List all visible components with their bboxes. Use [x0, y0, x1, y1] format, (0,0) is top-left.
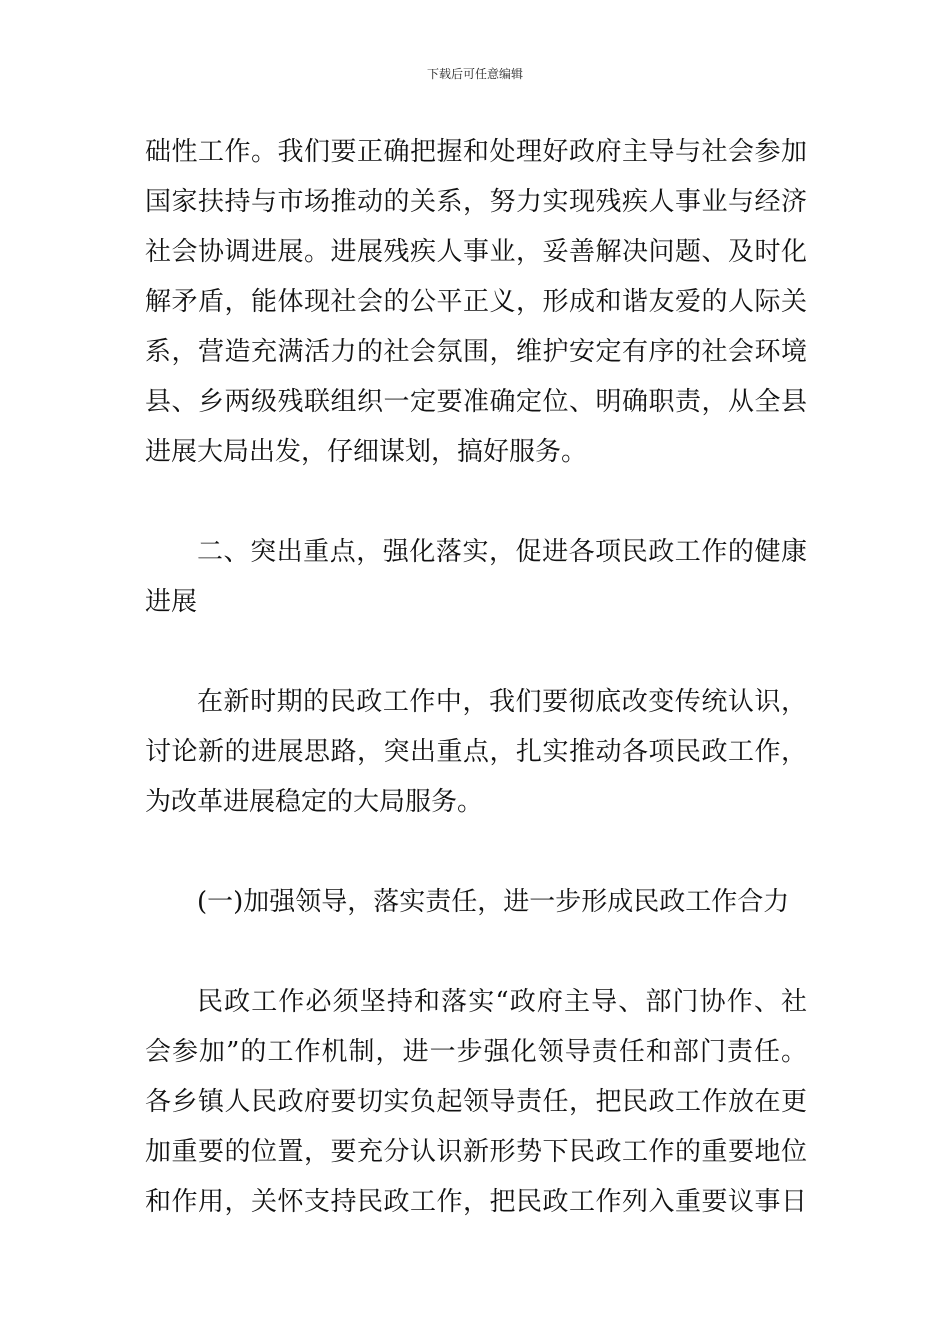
heading-line: 二、突出重点，强化落实，促进各项民政工作的健康 — [197, 537, 807, 567]
text-line: 县、乡两级残联组织一定要准确定位、明确职责，从全县 — [145, 387, 807, 417]
text-line: 国家扶持与市场推动的关系，努力实现残疾人事业与经济 — [145, 187, 807, 217]
text-line: 在新时期的民政工作中，我们要彻底改变传统认识， — [197, 687, 807, 717]
text-line: 民政工作必须坚持和落实“政府主导、部门协作、社 — [197, 987, 807, 1017]
subsection-heading-1 — [145, 877, 807, 927]
paragraph-5 — [145, 977, 807, 1227]
text-line: 讨论新的进展思路，突出重点，扎实推动各项民政工作， — [145, 737, 807, 767]
paragraph-1 — [145, 127, 807, 477]
text-line: 社会协调进展。进展残疾人事业，妥善解决问题、及时化 — [145, 237, 807, 267]
text-line: 系，营造充满活力的社会氛围，维护安定有序的社会环境 — [145, 337, 807, 367]
text-line: 解矛盾，能体现社会的公平正义，形成和谐友爱的人际关 — [145, 287, 807, 317]
heading-line: 进展 — [145, 587, 198, 617]
paragraph-gap — [145, 627, 807, 677]
text-line: 加重要的位置，要充分认识新形势下民政工作的重要地位 — [145, 1137, 807, 1167]
text-line: 础性工作。我们要正确把握和处理好政府主导与社会参加 — [145, 137, 807, 167]
heading-line: (一)加强领导，落实责任，进一步形成民政工作合力 — [197, 887, 790, 917]
paragraph-gap — [145, 827, 807, 877]
paragraph-gap — [145, 477, 807, 527]
document-body — [145, 127, 807, 1227]
section-heading-2 — [145, 527, 807, 627]
paragraph-3 — [145, 677, 807, 827]
page-header: 下载后可任意编辑 — [426, 67, 523, 81]
text-line: 进展大局出发，仔细谋划，搞好服务。 — [145, 437, 588, 467]
paragraph-gap — [145, 927, 807, 977]
text-line: 会参加”的工作机制，进一步强化领导责任和部门责任。 — [145, 1037, 807, 1067]
text-line: 为改革进展稳定的大局服务。 — [145, 787, 484, 817]
text-line: 各乡镇人民政府要切实负起领导责任，把民政工作放在更 — [145, 1087, 807, 1117]
text-line: 和作用，关怀支持民政工作，把民政工作列入重要议事日 — [145, 1187, 807, 1217]
